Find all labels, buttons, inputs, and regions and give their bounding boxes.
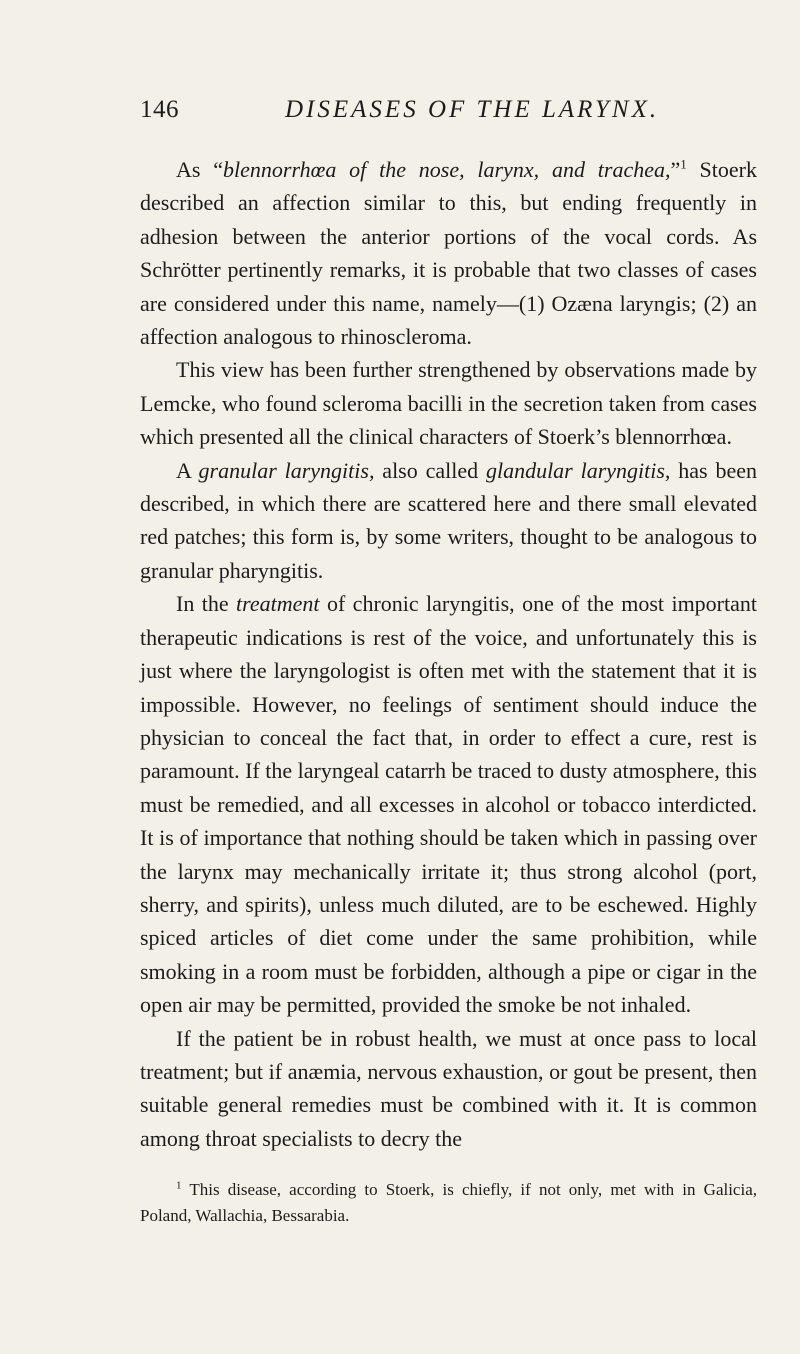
paragraph <box>140 353 757 453</box>
text-run: As “ <box>176 157 224 182</box>
text-run: has been described, in which there are scattered here and there small elevated red patches; this form is, by some writers, thought to be analogous to granular pharyngitis. <box>140 457 757 583</box>
text-run: ” <box>670 157 681 182</box>
italic-text: blennorrhœa of the nose, larynx, and trachea, <box>223 157 671 182</box>
text-run: A <box>176 457 199 483</box>
footnote-text: This disease, according to Stoerk, is chiefly, if not only, met with in Galicia, Poland, Wallachia, Bessarabia. <box>140 1180 758 1225</box>
main-text <box>140 153 757 1155</box>
footnote-reference: 1 <box>680 156 687 172</box>
italic-text: treatment <box>236 591 320 617</box>
footnote <box>140 1177 757 1229</box>
paragraph <box>140 153 757 353</box>
italic-text: granular laryngitis, <box>198 457 375 483</box>
text-run: This view has been further strengthened by observations made by Lemcke, who found scleroma bacilli in the secretion taken from cases which presented all the clinical characters of Stoerk’s blennorrhœa. <box>140 357 757 450</box>
text-run: In the <box>176 591 237 617</box>
page-header <box>140 96 660 136</box>
paragraph <box>140 454 757 588</box>
page-number: 146 <box>140 96 179 123</box>
paragraph <box>140 587 757 1021</box>
text-run: If the patient be in robust health, we must at once pass to local treatment; but if anæmia, nervous exhaustion, or gout be present, then suitable general remedies must be combined with it. It is common among throat specialists to decry the <box>140 1025 757 1151</box>
text-run: Stoerk described an affection similar to this, but ending frequently in adhesion between the anterior portions of the vocal cords. As Schrötter pertinently remarks, it is probable that two classes of cases are considered under this name, namely—(1) Ozæna laryngis; (2) an affection analogous to rhinoscleroma. <box>140 157 757 350</box>
text-run: also called <box>374 457 486 483</box>
italic-text: glandular laryngitis, <box>485 457 671 483</box>
text-run: of chronic laryngitis, one of the most important therapeutic indications is rest of the voice, and unfortunately this is just where the laryngologist is often met with the statement that it is impossible. However, no feelings of sentiment should induce the physician to conceal the fact that, in order to effect a cure, rest is paramount. If the laryngeal catarrh be traced to dusty atmosphere, this must be remedied, and all excesses in alcohol or tobacco interdicted. It is of importance that nothing should be taken which in passing over the larynx may mechanically irritate it; thus strong alcohol (port, sherry, and spirits), unless much diluted, are to be eschewed. Highly spiced articles of diet come under the same prohibition, while smoking in a room must be forbidden, although a pipe or cigar in the open air may be permitted, provided the smoke be not inhaled. <box>140 591 757 1018</box>
footnote-marker: 1 <box>176 1179 182 1192</box>
paragraph <box>140 1022 757 1156</box>
running-head: DISEASES OF THE LARYNX. <box>285 96 660 123</box>
